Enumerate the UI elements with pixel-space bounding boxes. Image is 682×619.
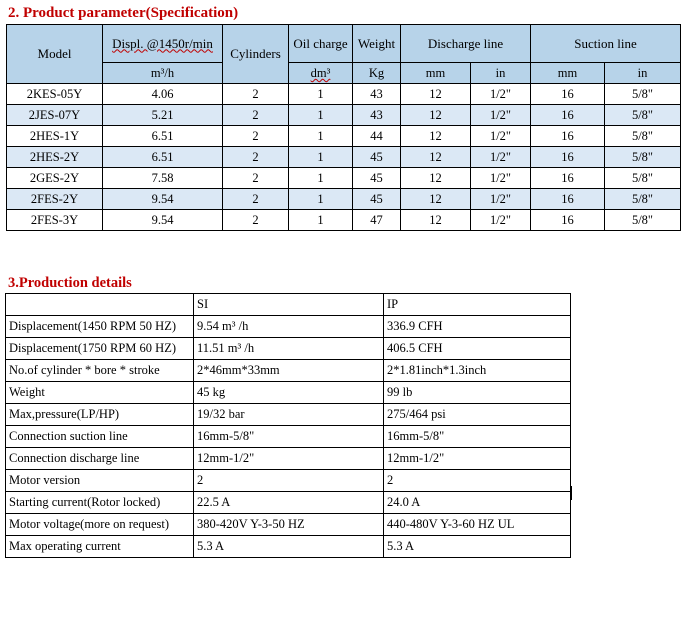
cell-oil: 1 [289, 168, 353, 189]
spec-row [7, 210, 681, 231]
cell-model: 2HES-1Y [7, 126, 103, 147]
cell-weight: 44 [353, 126, 401, 147]
ip-value: 16mm-5/8" [384, 426, 571, 448]
cell-suction-in: 5/8" [605, 210, 681, 231]
cell-cylinders: 2 [223, 168, 289, 189]
parameter-label: Connection discharge line [6, 448, 194, 470]
details-header-si: SI [194, 294, 384, 316]
cell-model: 2GES-2Y [7, 168, 103, 189]
si-value: 19/32 bar [194, 404, 384, 426]
cell-model: 2HES-2Y [7, 147, 103, 168]
cell-model: 2FES-2Y [7, 189, 103, 210]
specification-table [6, 24, 681, 231]
cell-weight: 43 [353, 84, 401, 105]
cell-cylinders: 2 [223, 84, 289, 105]
unit-displ: m³/h [103, 63, 223, 84]
production-details-table [5, 293, 571, 558]
cell-cylinders: 2 [223, 126, 289, 147]
unit-oil [289, 63, 353, 84]
cell-weight: 45 [353, 168, 401, 189]
spec-header-row [7, 25, 681, 63]
cell-suction-mm: 16 [531, 105, 605, 126]
cell-displ: 5.21 [103, 105, 223, 126]
details-row [6, 360, 571, 382]
cell-displ: 6.51 [103, 126, 223, 147]
details-row [6, 316, 571, 338]
cell-oil: 1 [289, 105, 353, 126]
parameter-label: Weight [6, 382, 194, 404]
si-value: 2*46mm*33mm [194, 360, 384, 382]
unit-oil-label: dm³ [310, 66, 331, 80]
cell-suction-in: 5/8" [605, 189, 681, 210]
si-value: 380-420V Y-3-50 HZ [194, 514, 384, 536]
spec-row [7, 189, 681, 210]
cell-cylinders: 2 [223, 210, 289, 231]
cell-discharge-in: 1/2" [471, 147, 531, 168]
cell-model: 2FES-3Y [7, 210, 103, 231]
ip-value: 12mm-1/2" [384, 448, 571, 470]
cell-weight: 43 [353, 105, 401, 126]
unit-weight: Kg [353, 63, 401, 84]
cell-suction-in: 5/8" [605, 168, 681, 189]
si-value: 16mm-5/8" [194, 426, 384, 448]
parameter-label: Max operating current [6, 536, 194, 558]
details-row [6, 382, 571, 404]
details-row [6, 492, 571, 514]
cell-suction-in: 5/8" [605, 147, 681, 168]
cell-cylinders: 2 [223, 189, 289, 210]
spec-row [7, 168, 681, 189]
ip-value: 275/464 psi [384, 404, 571, 426]
cell-discharge-mm: 12 [401, 126, 471, 147]
section-title-production-details: 3.Production details [8, 275, 132, 291]
details-row [6, 338, 571, 360]
header-discharge-line: Discharge line [401, 25, 531, 63]
parameter-label: Displacement(1450 RPM 50 HZ) [6, 316, 194, 338]
cell-discharge-in: 1/2" [471, 84, 531, 105]
cell-discharge-mm: 12 [401, 105, 471, 126]
si-value: 2 [194, 470, 384, 492]
parameter-label: Motor version [6, 470, 194, 492]
unit-discharge-in: in [471, 63, 531, 84]
si-value: 5.3 A [194, 536, 384, 558]
header-displ-label: Displ. @1450r/min [112, 35, 213, 51]
cell-oil: 1 [289, 84, 353, 105]
header-oil-charge: Oil charge [289, 25, 353, 63]
cell-discharge-mm: 12 [401, 210, 471, 231]
parameter-label: Displacement(1750 RPM 60 HZ) [6, 338, 194, 360]
cell-model: 2KES-05Y [7, 84, 103, 105]
ip-value: 440-480V Y-3-60 HZ UL [384, 514, 571, 536]
cell-displ: 9.54 [103, 210, 223, 231]
spec-row [7, 105, 681, 126]
details-row [6, 514, 571, 536]
ip-value: 2 [384, 470, 571, 492]
cell-suction-mm: 16 [531, 210, 605, 231]
cell-displ: 7.58 [103, 168, 223, 189]
header-model: Model [7, 25, 103, 84]
cell-discharge-mm: 12 [401, 168, 471, 189]
header-cylinders: Cylinders [223, 25, 289, 84]
cell-oil: 1 [289, 210, 353, 231]
details-header-ip: IP [384, 294, 571, 316]
parameter-label: Motor voltage(more on request) [6, 514, 194, 536]
cell-discharge-in: 1/2" [471, 168, 531, 189]
cell-suction-in: 5/8" [605, 126, 681, 147]
cell-cylinders: 2 [223, 105, 289, 126]
cell-oil: 1 [289, 126, 353, 147]
details-row [6, 448, 571, 470]
cell-suction-mm: 16 [531, 189, 605, 210]
cell-discharge-mm: 12 [401, 189, 471, 210]
ip-value: 99 lb [384, 382, 571, 404]
cell-weight: 45 [353, 147, 401, 168]
cell-suction-mm: 16 [531, 84, 605, 105]
parameter-label: Starting current(Rotor locked) [6, 492, 194, 514]
header-suction-line: Suction line [531, 25, 681, 63]
unit-suction-in: in [605, 63, 681, 84]
cell-cylinders: 2 [223, 147, 289, 168]
si-value: 11.51 m³ /h [194, 338, 384, 360]
ip-value: 336.9 CFH [384, 316, 571, 338]
parameter-label: Connection suction line [6, 426, 194, 448]
details-header-row [6, 294, 571, 316]
spec-row [7, 147, 681, 168]
details-row [6, 470, 571, 492]
cell-discharge-mm: 12 [401, 84, 471, 105]
ip-value: 5.3 A [384, 536, 571, 558]
section-title-product-parameter: 2. Product parameter(Specification) [8, 5, 239, 21]
cell-oil: 1 [289, 147, 353, 168]
cell-displ: 9.54 [103, 189, 223, 210]
ip-value: 24.0 A [384, 492, 571, 514]
spec-row [7, 84, 681, 105]
cell-discharge-in: 1/2" [471, 189, 531, 210]
parameter-label: Max,pressure(LP/HP) [6, 404, 194, 426]
parameter-label: No.of cylinder * bore * stroke [6, 360, 194, 382]
si-value: 45 kg [194, 382, 384, 404]
cell-weight: 47 [353, 210, 401, 231]
text-cursor-mark [570, 486, 572, 500]
cell-discharge-in: 1/2" [471, 126, 531, 147]
cell-discharge-mm: 12 [401, 147, 471, 168]
cell-suction-mm: 16 [531, 147, 605, 168]
header-weight: Weight [353, 25, 401, 63]
cell-model: 2JES-07Y [7, 105, 103, 126]
cell-suction-mm: 16 [531, 126, 605, 147]
details-row [6, 536, 571, 558]
details-row [6, 426, 571, 448]
cell-suction-mm: 16 [531, 168, 605, 189]
unit-suction-mm: mm [531, 63, 605, 84]
cell-weight: 45 [353, 189, 401, 210]
details-header-blank [6, 294, 194, 316]
si-value: 9.54 m³ /h [194, 316, 384, 338]
details-row [6, 404, 571, 426]
cell-discharge-in: 1/2" [471, 105, 531, 126]
cell-displ: 6.51 [103, 147, 223, 168]
unit-discharge-mm: mm [401, 63, 471, 84]
ip-value: 2*1.81inch*1.3inch [384, 360, 571, 382]
cell-discharge-in: 1/2" [471, 210, 531, 231]
spec-unit-row [7, 63, 681, 84]
si-value: 12mm-1/2" [194, 448, 384, 470]
spec-row [7, 126, 681, 147]
cell-oil: 1 [289, 189, 353, 210]
cell-suction-in: 5/8" [605, 84, 681, 105]
cell-suction-in: 5/8" [605, 105, 681, 126]
si-value: 22.5 A [194, 492, 384, 514]
ip-value: 406.5 CFH [384, 338, 571, 360]
cell-displ: 4.06 [103, 84, 223, 105]
header-displ [103, 25, 223, 63]
